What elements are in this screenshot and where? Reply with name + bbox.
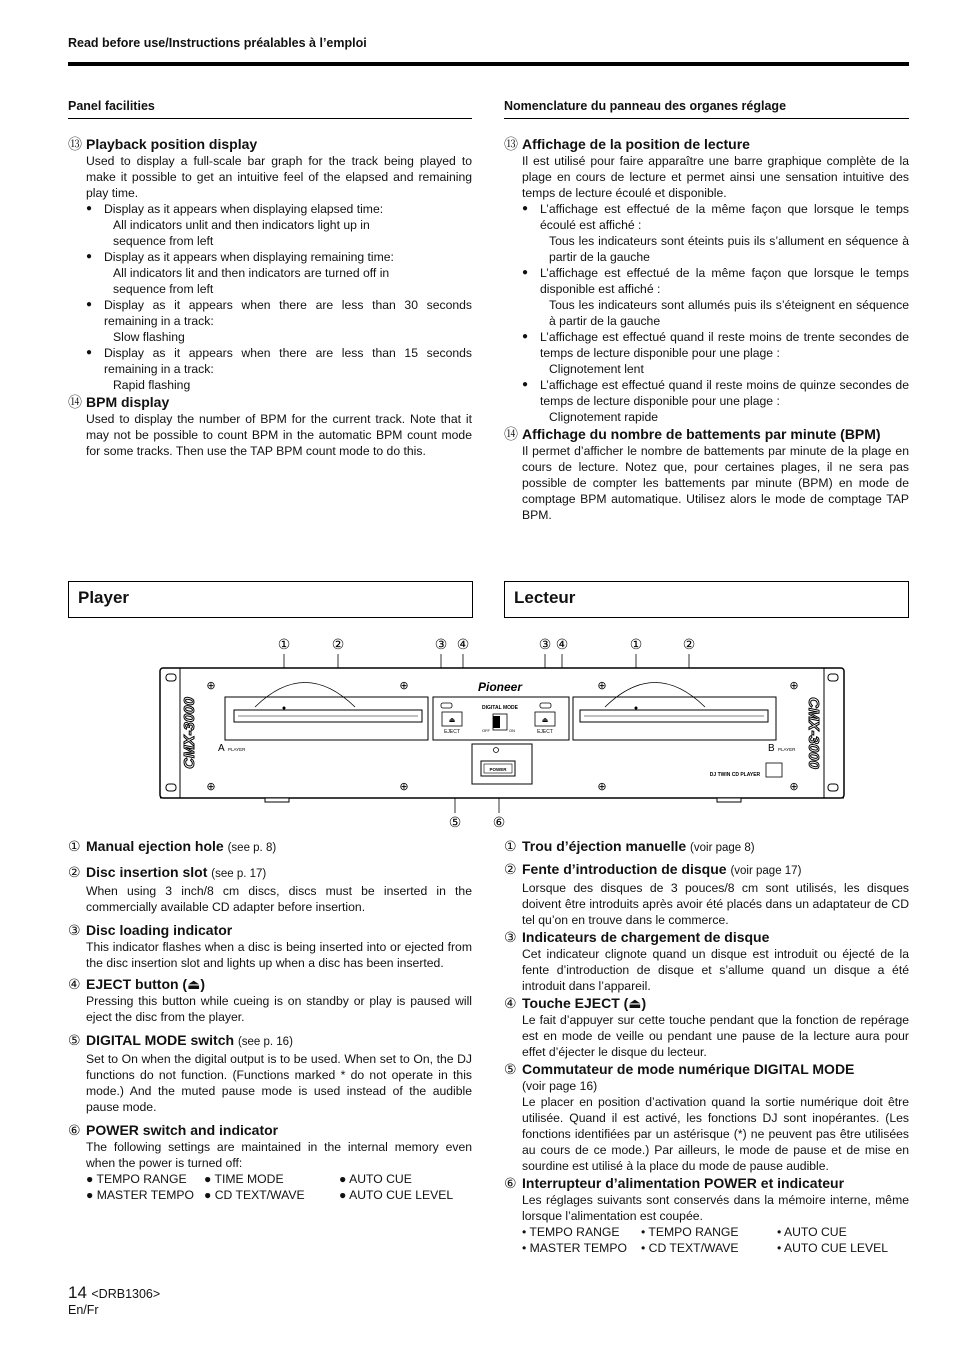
page-footer [68,1283,160,1317]
digital-mode-label: DIGITAL MODE [482,705,518,711]
item-title: Affichage de la position de lecture [522,136,750,152]
item-heading [504,994,909,1012]
item-heading [68,135,472,153]
bullet-sub: Tous les indicateurs sont allumés puis ils s’éteignent en séquence à partir de la gauche [549,298,909,328]
right-bottom-column [504,837,909,1256]
item-number: ② [504,861,517,877]
language-label: En/Fr [68,1303,99,1317]
item-ref: (see p. 17) [211,868,267,880]
callout-3: ③ [538,636,552,652]
list-item: ● AUTO CUE [339,1172,412,1186]
item-number: ⑤ [504,1061,517,1077]
item-number: ⑭ [68,394,82,410]
callout-4: ④ [456,636,470,652]
item-ref: (see p. 8) [227,842,277,854]
item-number: ③ [504,929,517,945]
left-top-column [68,98,472,459]
item-desc: Le placer en position d’activation quand la sortie numérique doit être utilisée. Quand il est activé, les fonctions DJ sont inopérantes. (Les fonctions identifiées par un astérisque (*) ne peuvent pas être utilisées au cours de ce mode.) Par ailleurs, le mode de pause et de mise en sourdine est utilisé à la place du mode de pause audible. [522,1095,909,1173]
list-item: ● AUTO CUE LEVEL [339,1188,454,1202]
item-desc: Used to display a full-scale bar graph for the track being played to make it possible to get an intuitive feel of the elapsed and remaining play time. [86,154,472,200]
list-item: ● TIME MODE [204,1172,284,1186]
deck-b-label: B [768,743,775,754]
off-label: OFF [482,728,490,733]
item-desc: Lorsque des disques de 3 pouces/8 cm sont utilisés, les disques doivent être introduits après avoir été placés dans un adaptateur de CD tel qu’on en trouve dans le commerce. [522,881,909,927]
list-item: • TEMPO RANGE [522,1225,620,1239]
item-title: EJECT button (⏏) [86,976,205,992]
bullet-sub: All indicators unlit and then indicators light up in [113,218,370,232]
item-desc: Il est utilisé pour faire apparaître une barre graphique complète de la plage en cours de lecture et permet ainsi une sensation intuitive des temps de lecture écoulé et disponible. [522,154,909,200]
model-label-right: CMX-3000 [805,697,822,769]
callout-1: ① [277,636,291,652]
bullet: ● Display as it appears when displaying elapsed time: [68,201,472,217]
page-number: 14 [68,1283,87,1302]
item-title: POWER switch and indicator [86,1122,279,1138]
item-number: ⑥ [68,1122,81,1138]
section-title: Panel facilities [68,98,472,119]
bullet-sub: Slow flashing [113,330,185,344]
list-item: ● MASTER TEMPO [86,1188,195,1202]
bullet: ● Display as it appears when there are less than 30 seconds remaining in a track: [68,297,472,329]
item-heading [68,863,472,883]
player-front-panel-diagram [150,630,855,830]
page-header: Read before use/Instructions préalables à l’emploi [68,36,367,50]
bullet-sub: Clignotement lent [549,362,644,376]
list-item: • AUTO CUE [777,1225,847,1239]
bullet-sub: sequence from left [113,282,214,296]
item-ref: (see p. 16) [237,1036,293,1048]
item-number: ⑬ [504,136,518,152]
item-desc: When using 3 inch/8 cm discs, discs must be inserted in the commercially available CD adapter before insertion. [86,884,472,914]
svg-text:⏏: ⏏ [541,716,549,724]
item-title: Fente d’introduction de disque [522,861,727,877]
list-item: • TEMPO RANGE [641,1225,739,1239]
doc-code: <DRB1306> [91,1287,161,1301]
svg-text:⊕: ⊕ [789,679,799,692]
item-number: ⑤ [68,1032,81,1048]
bullet: ● L’affichage est effectué quand il reste moins de trente secondes de temps de lecture disponible pour une plage : [504,329,909,361]
brand-logo: Pioneer [477,680,523,694]
bullet-sub: Rapid flashing [113,378,191,392]
callout-4: ④ [555,636,569,652]
item-title: DIGITAL MODE switch [86,1032,235,1048]
svg-text:⊕: ⊕ [206,679,216,692]
on-label: ON [509,728,515,733]
left-bottom-column [68,837,472,1203]
list-item: ● CD TEXT/WAVE [204,1188,305,1202]
item-ref: (voir page 17) [730,865,802,877]
power-button-label: POWER [489,767,507,772]
callout-2: ② [331,636,345,652]
bullet: ● Display as it appears when there are less than 15 seconds remaining in a track: [68,345,472,377]
lecteur-box: Lecteur [504,581,909,618]
svg-text:⊕: ⊕ [597,780,607,793]
item-title: Manual ejection hole [86,838,224,854]
settings-list [504,1224,909,1256]
item-heading [68,393,472,411]
bullet-sub: All indicators lit and then indicators are turned off in [113,266,390,280]
item-desc: Il permet d’afficher le nombre de battements par minute de la plage en cours de lecture. Notez que, pour certaines plages, il ne sera pas possible de compter les battements par minute (BPM) en mode de comptage BPM automatique. Utilisez alors le mode de comptage TAP BPM. [522,444,909,522]
eject-label-b: EJECT [537,729,553,735]
deck-a-sub: PLAYER [228,747,246,752]
item-number: ① [504,838,517,854]
item-heading [68,837,472,857]
item-desc: This indicator flashes when a disc is being inserted into or ejected from the disc insertion slot and lights up when a disc has been inserted. [86,940,472,970]
svg-text:⊕: ⊕ [399,679,409,692]
item-number: ① [68,838,81,854]
item-heading [504,1060,909,1078]
item-title: Commutateur de mode numérique DIGITAL MODE [522,1061,855,1077]
svg-text:⊕: ⊕ [789,780,799,793]
item-number: ④ [504,995,517,1011]
bullet: ● L’affichage est effectué quand il reste moins de quinze secondes de temps de lecture disponible pour une plage : [504,377,909,409]
item-title: BPM display [86,394,170,410]
item-desc: Cet indicateur clignote quand un disque est introduit ou éjecté de la fente d’introduction de disque et s’allume quand un disque a été introduit dans l’appareil. [522,947,909,993]
eject-label-a: EJECT [444,729,460,735]
item-heading [504,1174,909,1192]
svg-text:⏏: ⏏ [448,716,456,724]
bullet-sub: Clignotement rapide [549,410,659,424]
section-title: Nomenclature du panneau des organes réglage [504,98,909,119]
item-number: ④ [68,976,81,992]
item-heading [68,1031,472,1051]
item-title: Playback position display [86,136,258,152]
list-item: • MASTER TEMPO [522,1241,627,1255]
dj-twin-label: DJ TWIN CD PLAYER [709,772,761,778]
item-number: ② [68,864,81,880]
settings-list [68,1171,472,1203]
item-desc: Les réglages suivants sont conservés dans la mémoire interne, même lorsque l’alimentation est coupée. [522,1193,909,1223]
item-heading [504,837,909,857]
item-number: ③ [68,922,81,938]
item-heading [504,425,909,443]
item-title: Affichage du nombre de battements par minute (BPM) [522,426,881,442]
item-title: Trou d’éjection manuelle [522,838,687,854]
item-number: ⑥ [504,1175,517,1191]
list-item: • AUTO CUE LEVEL [777,1241,889,1255]
item-heading [504,860,909,880]
item-desc: Used to display the number of BPM for the current track. Note that it may not be possible to count BPM in the automatic BPM count mode for some tracks. Then use the TAP BPM count mode to do this. [86,412,472,458]
deck-b-sub: PLAYER [778,747,796,752]
item-desc: The following settings are maintained in the internal memory even when the power is turned off: [86,1140,472,1170]
item-title: Interrupteur d’alimentation POWER et indicateur [522,1175,845,1191]
bullet-sub: Tous les indicateurs sont éteints puis ils s’allument en séquence à partir de la gauche [549,234,909,264]
callout-6: ⑥ [492,814,506,830]
item-number: ⑬ [68,136,82,152]
callout-5: ⑤ [448,814,462,830]
callout-1: ① [629,636,643,652]
item-title: Disc loading indicator [86,922,233,938]
svg-text:⊕: ⊕ [206,780,216,793]
header-rule [68,62,909,66]
item-desc: Set to On when the digital output is to be used. When set to On, the DJ functions do not function. (Functions marked * do not operate in this mode.) And the muted pause mode is used instead of the audible pause mode. [86,1052,472,1114]
svg-text:⊕: ⊕ [597,679,607,692]
bullet-sub: sequence from left [113,234,214,248]
item-title: Touche EJECT (⏏) [522,995,647,1011]
svg-text:⊕: ⊕ [399,780,409,793]
player-box: Player [68,581,473,618]
callout-2: ② [682,636,696,652]
item-heading [68,921,472,939]
list-item: ● TEMPO RANGE [86,1172,187,1186]
item-number: ⑭ [504,426,518,442]
item-desc: Pressing this button while cueing is on standby or play is paused will eject the disc from the player. [86,994,472,1024]
item-title: Disc insertion slot [86,864,208,880]
item-heading [68,975,472,993]
model-label-left: CMX-3000 [181,697,198,769]
item-heading [68,1121,472,1139]
deck-a-label: A [218,743,225,754]
bullet: ● Display as it appears when displaying remaining time: [68,249,472,265]
item-ref: (voir page 8) [690,842,755,854]
list-item: • CD TEXT/WAVE [641,1241,739,1255]
item-desc: Le fait d’appuyer sur cette touche pendant que la fonction de repérage est en mode de veille ou pendant une pause de la lecture aura pour effet d’éjecter le disque du lecteur. [522,1013,909,1059]
right-top-column [504,98,909,523]
bullet: ● L’affichage est effectué de la même façon que lorsque le temps disponible est affiché : [504,265,909,297]
item-title: Indicateurs de chargement de disque [522,929,770,945]
item-heading [504,928,909,946]
item-ref: (voir page 16) [522,1079,598,1093]
item-heading [504,135,909,153]
callout-3: ③ [434,636,448,652]
bullet: ● L’affichage est effectué de la même façon que lorsque le temps écoulé est affiché : [504,201,909,233]
